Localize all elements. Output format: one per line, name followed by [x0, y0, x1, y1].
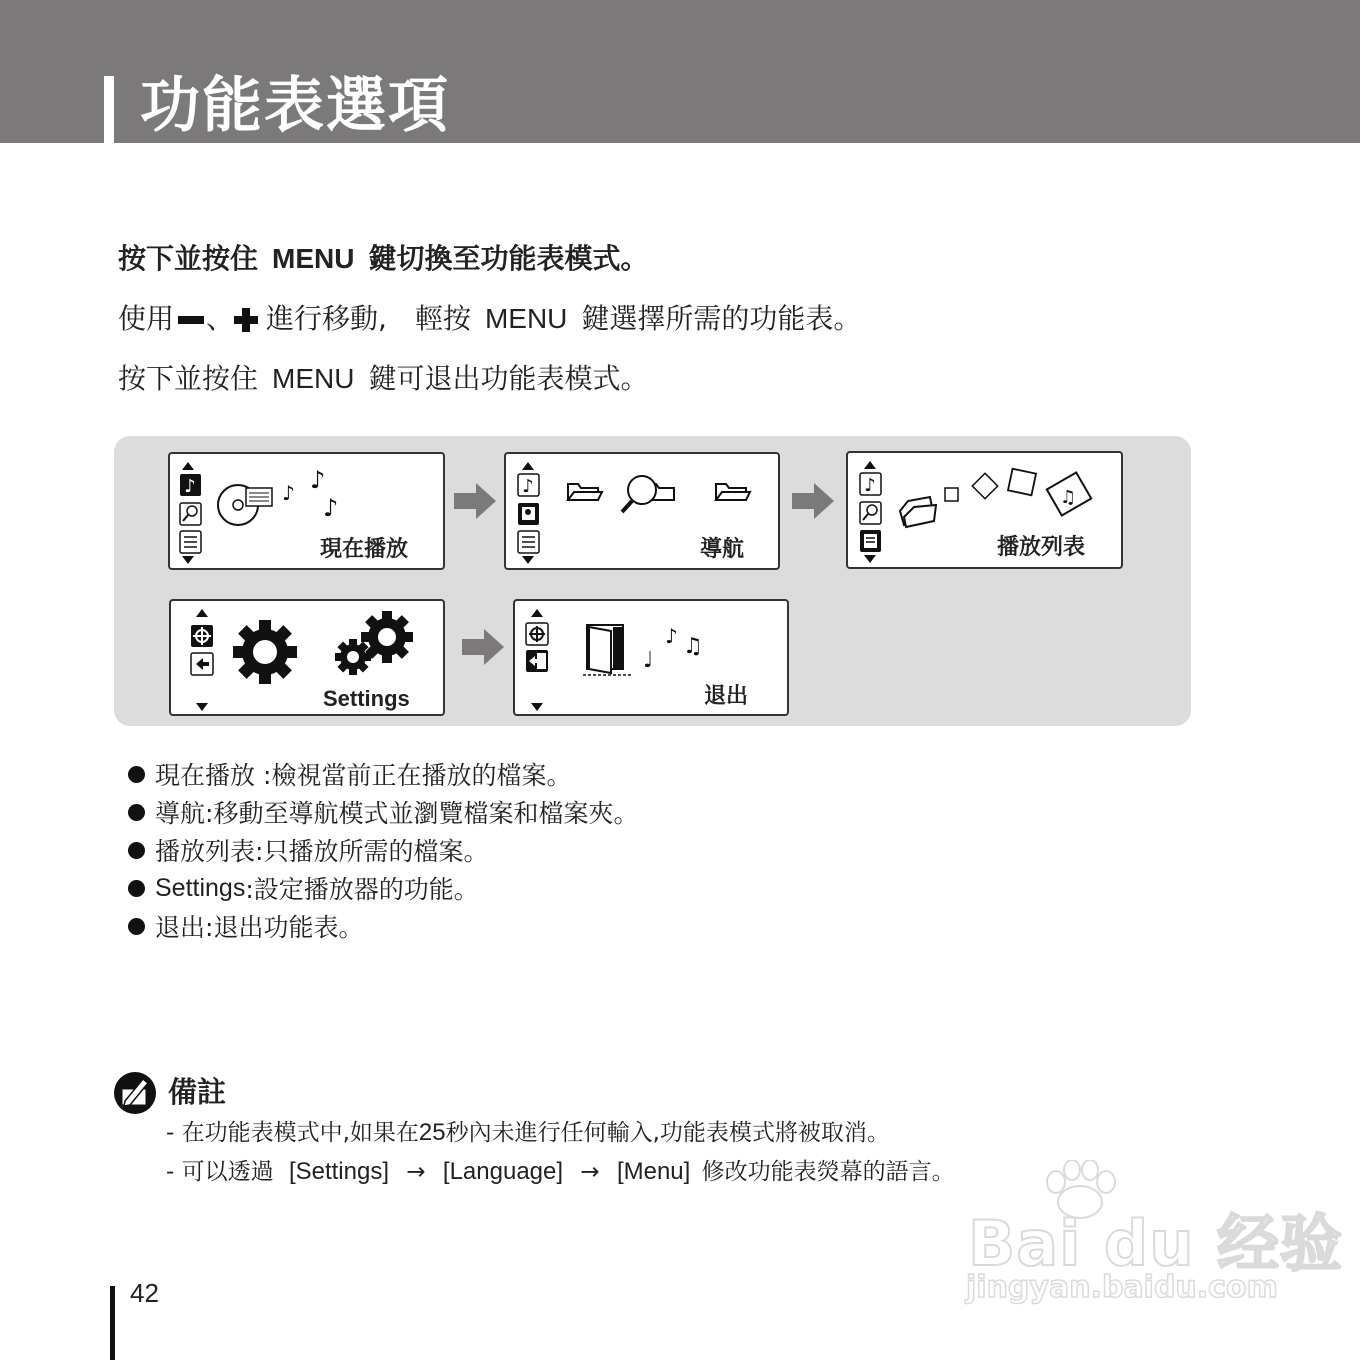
- instruction-text: 鍵切換至功能表模式。: [368, 242, 649, 275]
- note-pencil-icon: [113, 1071, 157, 1115]
- screen-label-settings: Settings: [323, 686, 410, 711]
- music-note-icon: ♪: [310, 466, 326, 494]
- exit-screen-graphic: [515, 601, 791, 718]
- svg-text:♫: ♫: [1060, 487, 1077, 508]
- folder-icon: [716, 484, 750, 500]
- menu-key-label: MENU: [272, 363, 355, 394]
- screen-label-now-playing: 現在播放: [320, 537, 409, 562]
- bullet-term: Settings: [155, 873, 246, 902]
- scroll-down-icon: [531, 703, 543, 711]
- list-item: [128, 793, 638, 831]
- bullet-icon: [128, 804, 145, 821]
- header-accent-bar: [104, 76, 114, 143]
- svg-text:♪: ♪: [184, 476, 196, 497]
- page-number: 42: [130, 1278, 159, 1308]
- scroll-up-icon: [531, 609, 543, 617]
- note-line-2: [166, 1156, 955, 1188]
- music-file-icon: [1047, 473, 1091, 516]
- instruction-text: 使用: [118, 302, 175, 335]
- instruction-line-3: [118, 359, 648, 399]
- watermark-url: jingyan.baidu.com: [966, 1270, 1278, 1305]
- page-title: 功能表選項: [140, 71, 450, 141]
- bullet-description: :只播放所需的檔案。: [255, 837, 489, 866]
- magnifier-folder-icon: [622, 476, 674, 512]
- menu-description-list: [128, 755, 638, 945]
- music-note-icon: ♪: [665, 624, 678, 648]
- folder-stack-icon: [900, 497, 936, 527]
- bullet-term: 導航: [155, 799, 206, 828]
- bullet-term: 現在播放: [155, 761, 256, 790]
- gears-icon: [335, 639, 371, 675]
- note-text: 修改功能表熒幕的語言。: [701, 1159, 955, 1185]
- list-item: [128, 755, 638, 793]
- instruction-text: 按下並按住: [118, 242, 259, 275]
- bullet-description: :設定播放器的功能。: [245, 875, 479, 904]
- gear-icon: [233, 620, 297, 684]
- bullet-icon: [128, 880, 145, 897]
- file-icon: [1008, 469, 1036, 496]
- bullet-description: :檢視當前正在播放的檔案。: [263, 761, 572, 790]
- instruction-line-1: [118, 239, 648, 279]
- list-item: [128, 907, 638, 945]
- note-line-1: [166, 1117, 890, 1149]
- folder-icon: [568, 484, 602, 500]
- instruction-text: 鍵選擇所需的功能表。: [581, 302, 862, 335]
- instruction-line-2: [118, 299, 861, 339]
- file-icon: [945, 488, 958, 501]
- bullet-icon: [128, 766, 145, 783]
- instruction-text: 鍵可退出功能表模式。: [368, 362, 649, 395]
- note-text: - 可以透過: [166, 1159, 274, 1185]
- scroll-down-icon: [522, 556, 534, 564]
- list-item: [128, 869, 638, 907]
- music-note-icon: ♪: [282, 481, 295, 505]
- svg-text:♪: ♪: [864, 475, 876, 496]
- scroll-down-icon: [196, 703, 208, 711]
- menu-key-label: MENU: [272, 243, 355, 274]
- baidu-watermark: [960, 1160, 1344, 1310]
- bullet-icon: [128, 918, 145, 935]
- scroll-down-icon: [182, 556, 194, 564]
- screen-label-navigation: 導航: [700, 537, 745, 562]
- arrow-right-icon: →: [580, 1159, 600, 1185]
- screen-playlist: [846, 451, 1123, 569]
- screen-settings: [169, 599, 445, 716]
- note-text: 秒內未進行任何輸入,功能表模式將被取消。: [445, 1120, 890, 1146]
- instruction-text: 按下並按住: [118, 362, 259, 395]
- screen-label-exit: 退出: [704, 684, 749, 709]
- file-icon: [972, 473, 997, 498]
- note-path-step: [Language]: [442, 1158, 564, 1185]
- bullet-description: :移動至導航模式並瀏覽檔案和檔案夾。: [205, 799, 639, 828]
- flow-arrow-icon: [792, 483, 834, 519]
- music-note-icon: ♩: [643, 648, 654, 673]
- note-title: 備註: [168, 1075, 227, 1109]
- instruction-text: 輕按: [414, 302, 471, 335]
- scroll-up-icon: [864, 461, 876, 469]
- screen-exit: [513, 599, 789, 716]
- screen-now-playing: [168, 452, 445, 570]
- music-note-icon: ♪: [323, 494, 339, 522]
- plus-button-icon: [234, 308, 258, 332]
- screen-label-playlist: 播放列表: [997, 535, 1086, 560]
- music-note-icon: ♫: [683, 634, 703, 659]
- scroll-up-icon: [196, 609, 208, 617]
- cd-music-icon: [218, 485, 272, 525]
- flow-arrow-icon: [462, 629, 504, 665]
- bullet-icon: [128, 842, 145, 859]
- note-number: 25: [418, 1119, 446, 1146]
- separator-text: 、: [206, 302, 235, 335]
- screen-navigation: [504, 452, 780, 570]
- note-path-step: [Settings]: [288, 1158, 389, 1185]
- bullet-term: 退出: [155, 913, 206, 942]
- svg-text:♪: ♪: [522, 476, 534, 497]
- door-icon: [583, 625, 631, 675]
- bullet-description: :退出功能表。: [205, 913, 364, 942]
- minus-button-icon: [178, 316, 204, 324]
- list-item: [128, 831, 638, 869]
- watermark-brand: Bai du 经验: [968, 1207, 1344, 1280]
- arrow-right-icon: →: [406, 1159, 426, 1185]
- gears-icon: [361, 611, 413, 663]
- scroll-down-icon: [864, 555, 876, 563]
- scroll-up-icon: [522, 462, 534, 470]
- flow-arrow-icon: [454, 483, 496, 519]
- note-text: - 在功能表模式中,如果在: [166, 1120, 419, 1146]
- instruction-text: 進行移動,: [266, 302, 387, 335]
- footer-accent-bar: [110, 1286, 115, 1360]
- note-path-step: [Menu]: [616, 1158, 691, 1185]
- menu-key-label: MENU: [484, 303, 568, 334]
- scroll-up-icon: [182, 462, 194, 470]
- bullet-term: 播放列表: [155, 837, 256, 866]
